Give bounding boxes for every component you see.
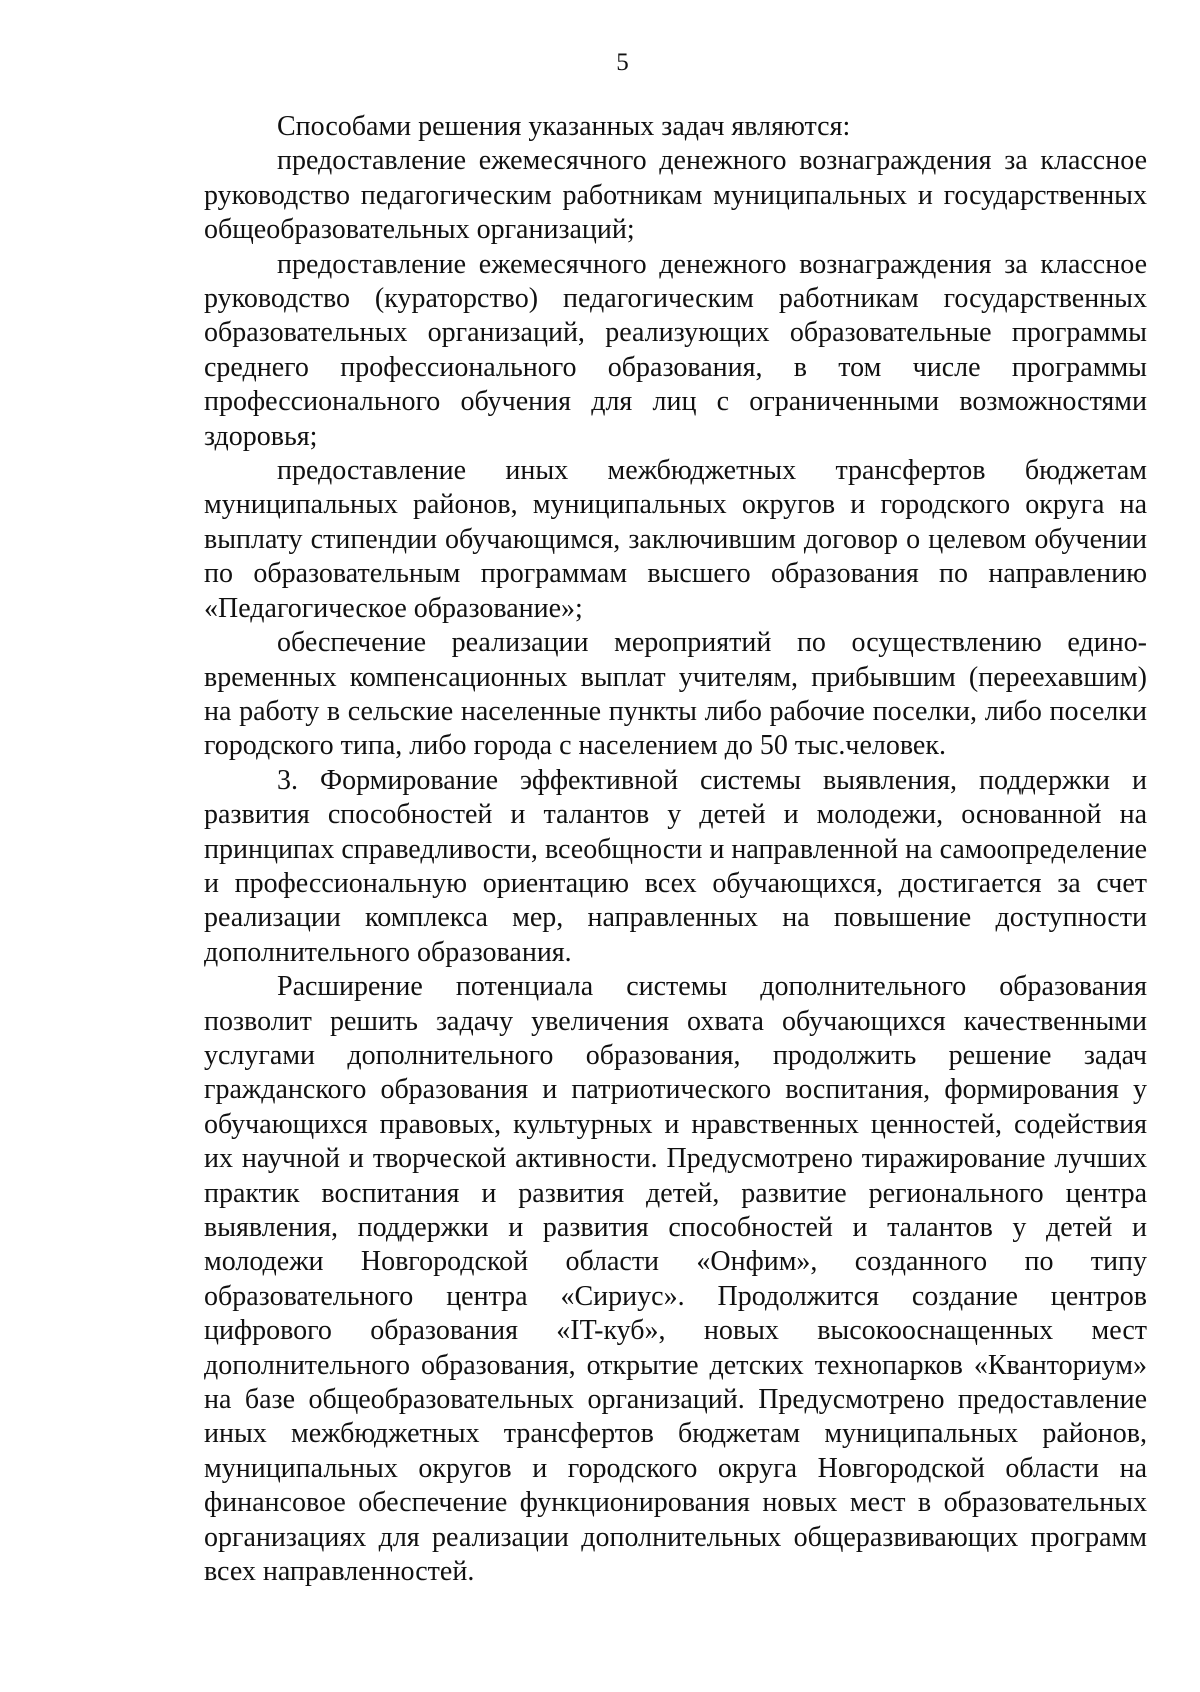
paragraph-class-guidance-schools: предоставление ежемесячного денежного вознаграждения за классное руководство педагогическим работникам муниципальных и государственных общеобразовательных организаций; (204, 145, 1147, 246)
paragraph-additional-education: Расширение потенциала системы дополнительного образования позволит решить задачу увеличения охвата обучающихся качественными услугами дополнительного образования, продолжить решение задач гражданского образования и патриотического воспитания, формирования у обучающихся правовых, культурных и нравственных ценностей, содействия их научной и творческой активности. Предусмотрено тиражирование лучших практик воспитания и развития детей, развитие регионального центра выявления, поддержки и развития способностей и талантов у детей и молодежи Новгородской области «Онфим», созданного по типу образовательного центра «Сириус». Продолжится создание центров цифрового образования «IT-куб», новых высокооснащенных мест дополнительного образования, открытие детских технопарков «Кванториум» на базе общеобразовательных организаций. Предусмотрено предоставление иных межбюджетных трансфертов бюджетам муниципальных районов, муниципальных округов и городского округа Новгородской области на финансовое обеспечение функционирования новых мест в образовательных организациях для реализации дополнительных общеразвивающих программ всех направленностей. (204, 971, 1147, 1588)
paragraph-talent-system: 3. Формирование эффективной системы выявления, поддержки и развития способностей и талантов у детей и молодежи, основанной на принципах справедливости, всеобщности и направленной на самоопределение и профессиональную ориентацию всех обучающихся, достигается за счет реализации комплекса мер, направленных на повышение доступности дополнительного образования. (204, 764, 1147, 968)
document-body (204, 110, 1147, 1589)
page-number: 5 (616, 49, 629, 76)
paragraph-intro: Способами решения указанных задач являются: (277, 111, 851, 142)
paragraph-compensation-payments: обеспечение реализации мероприятий по осуществлению единовременных компенсационных выплат учителям, прибывшим (переехавшим) на работу в сельские населенные пункты либо рабочие поселки, либо поселки городского типа, либо города с населением до 50 тыс.человек. (204, 627, 1147, 762)
paragraph-class-guidance-colleges: предоставление ежемесячного денежного вознаграждения за классное руководство (кураторство) педагогическим работникам государственных образовательных организаций, реализующих образовательные программы среднего профессионального образования, в том числе программы профессионального обучения для лиц с ограниченными возможностями здоровья; (204, 248, 1147, 452)
paragraph-stipend-transfers: предоставление иных межбюджетных трансфертов бюджетам муниципальных районов, муниципальных округов и городского округа на выплату стипендии обучающимся, заключившим договор о целевом обучении по образовательным программам высшего образования по направлению «Педагогическое образование»; (204, 455, 1147, 624)
